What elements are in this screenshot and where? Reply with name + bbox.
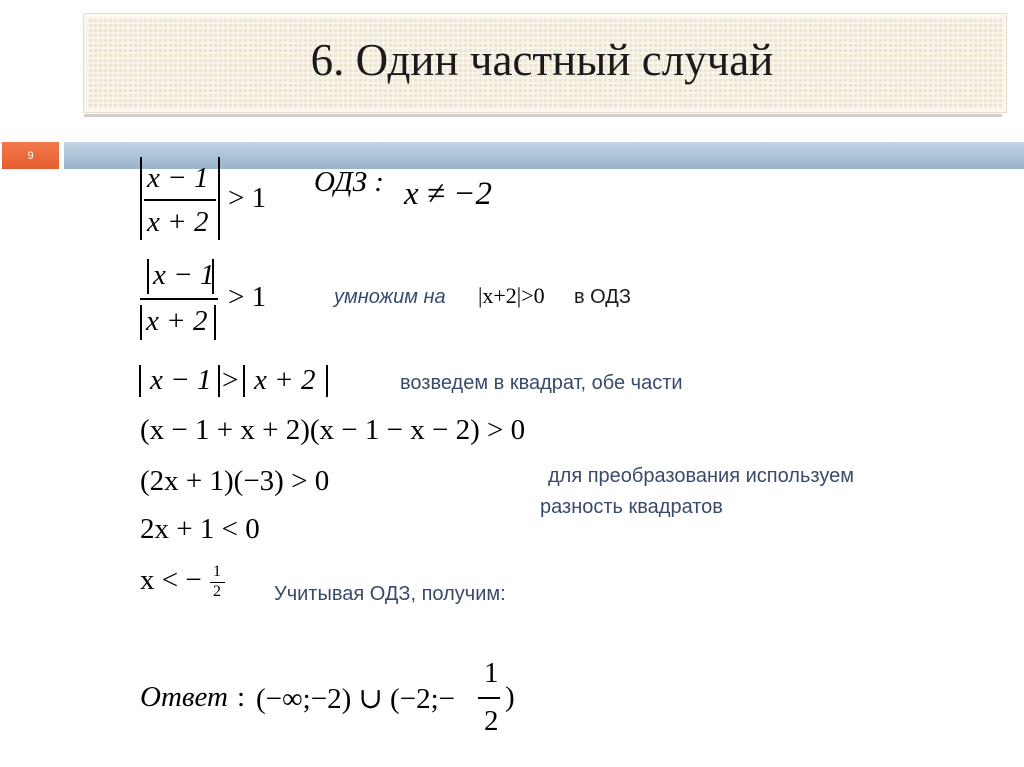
- fraction-line: [478, 697, 500, 699]
- abs-bar: [243, 365, 245, 397]
- fraction-numerator: x − 1: [147, 162, 209, 194]
- answer-colon: :: [237, 681, 246, 713]
- fraction-numerator: 1: [213, 563, 221, 580]
- note-considering-odz: Учитывая ОДЗ, получим:: [274, 583, 506, 605]
- abs-bar: [326, 365, 328, 397]
- note-multiply: умножим на: [334, 286, 446, 308]
- abs-left: x − 1: [150, 364, 212, 396]
- note-diff-squares-2: разность квадратов: [540, 496, 723, 518]
- note-square: возведем в квадрат, обе части: [400, 372, 683, 394]
- abs-right: x + 2: [254, 364, 316, 396]
- abs-bar-right: [218, 157, 220, 240]
- abs-bar-left: [140, 157, 142, 240]
- fraction-denominator: 2: [213, 583, 221, 600]
- abs-bar: [139, 365, 141, 397]
- math-line-6: 2x + 1 < 0: [140, 513, 260, 545]
- inequality-lhs: x < −: [140, 564, 202, 596]
- math-line-4: (x − 1 + x + 2)(x − 1 − x − 2) > 0: [140, 414, 526, 446]
- answer-interval: (−∞;−2) ∪ (−2;−: [256, 683, 455, 715]
- abs-bar-left: [147, 259, 149, 294]
- odz-label: ОДЗ :: [314, 166, 384, 198]
- note-diff-squares-1: для преобразования используем: [548, 465, 854, 487]
- note-multiply-expr: |x+2|>0: [478, 283, 545, 308]
- inequality-rhs: > 1: [228, 182, 267, 214]
- fraction-line: [140, 298, 218, 300]
- slide-title: 6. Один частный случай: [310, 35, 774, 85]
- odz-condition: x ≠ −2: [404, 176, 493, 212]
- math-line-5: (2x + 1)(−3) > 0: [140, 465, 330, 497]
- abs-bar-right: [214, 305, 216, 340]
- fraction-numerator: x − 1: [153, 259, 215, 291]
- fraction-denominator: x + 2: [146, 305, 208, 337]
- slide-number: 9: [2, 142, 59, 169]
- greater-sign: >: [222, 364, 239, 396]
- note-odz: в ОДЗ: [574, 286, 631, 308]
- inequality-rhs: > 1: [228, 281, 267, 313]
- abs-bar-left: [140, 305, 142, 340]
- fraction-denominator: 2: [484, 705, 499, 737]
- title-underline: [84, 114, 1002, 117]
- answer-label: Ответ: [140, 681, 228, 713]
- abs-bar: [218, 365, 220, 397]
- fraction-numerator: 1: [484, 657, 499, 689]
- fraction-denominator: x + 2: [147, 206, 209, 238]
- fraction-line: [144, 199, 216, 201]
- answer-close-paren: ): [505, 681, 515, 713]
